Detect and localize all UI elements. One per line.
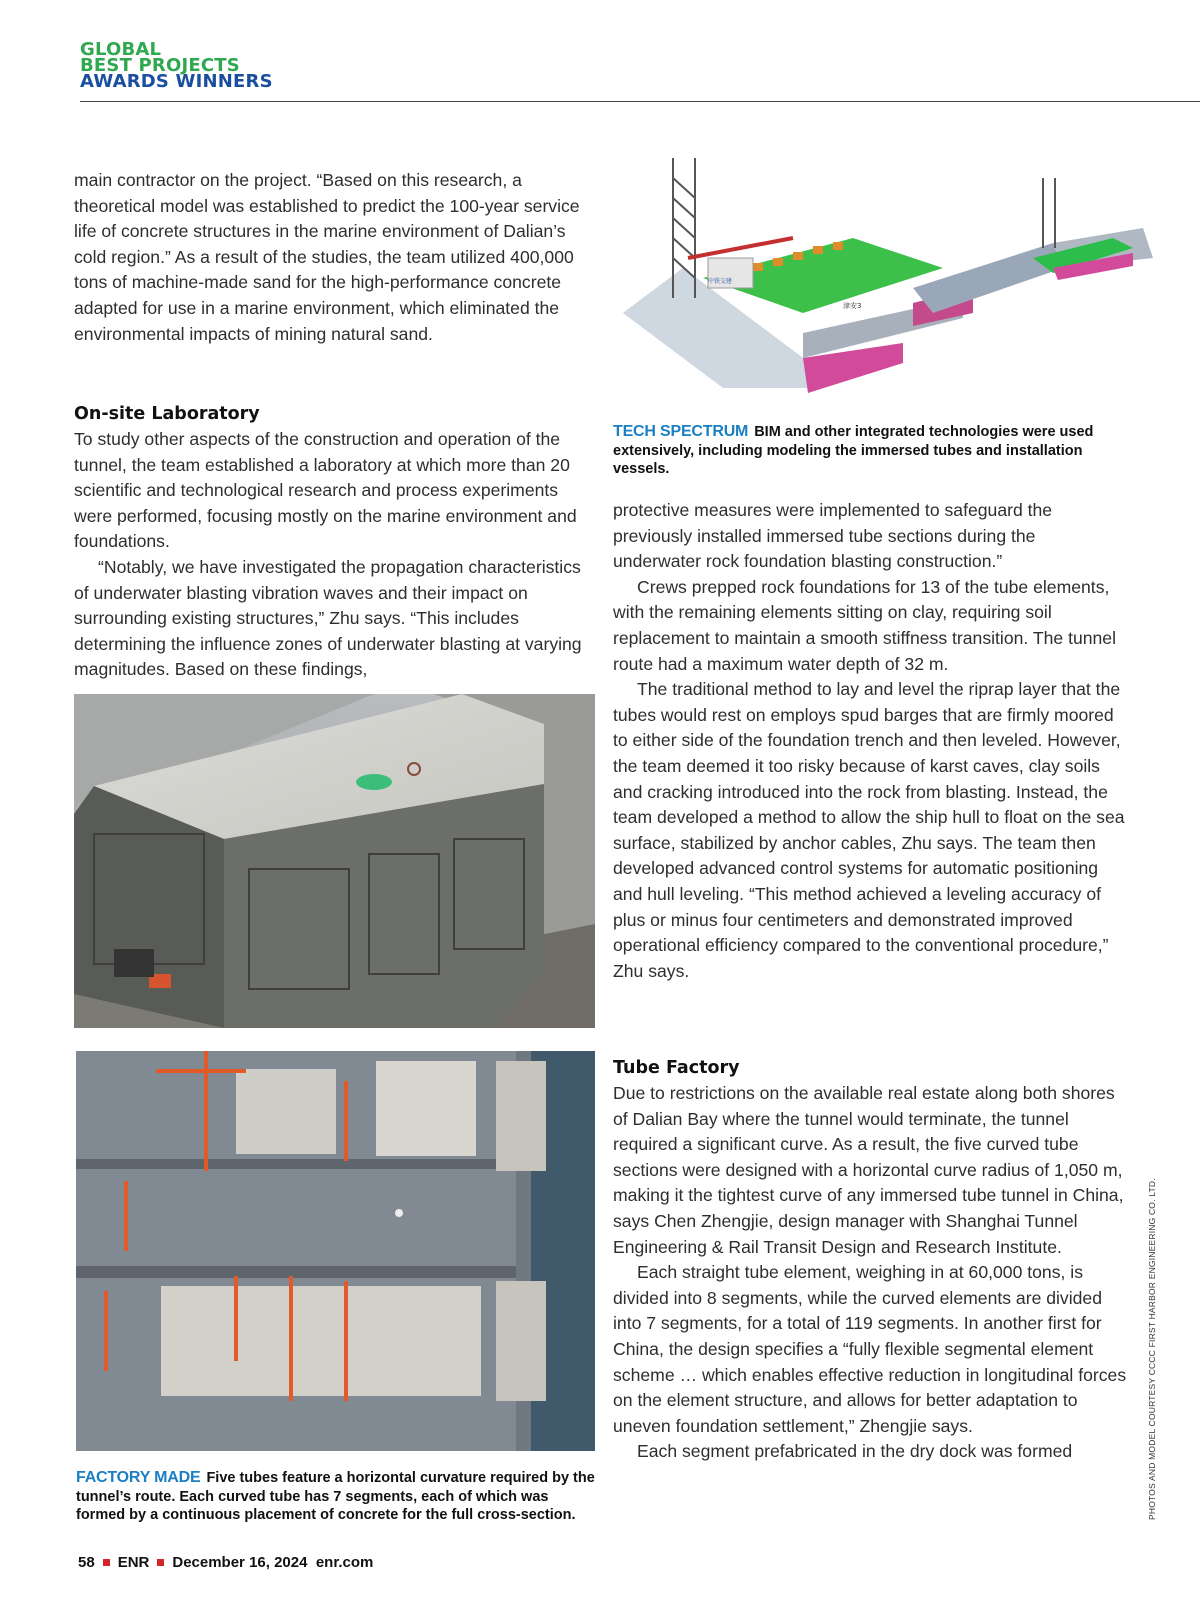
caption-tech-kicker: TECH SPECTRUM [613, 423, 749, 440]
brand-line-2: BEST PROJECTS [80, 55, 240, 76]
left-intro [74, 168, 594, 347]
issue-date: December 16, 2024 [172, 1554, 308, 1571]
lab-paragraph-1: To study other aspects of the construction and operation of the tunnel, the team established a laboratory at which more than 20 scientific and technological research and process experiments were performed, focusing mostly on the marine environment and foundations. [74, 429, 577, 552]
photo-credit: PHOTOS AND MODEL COURTESY CCCC FIRST HARBOR ENGINEERING CO. LTD. [1147, 1178, 1157, 1520]
caption-tech-spectrum [613, 423, 1133, 479]
right-column-text [613, 498, 1128, 984]
lab-paragraph-2: “Notably, we have investigated the propagation characteristics of underwater blasting vibration waves and their impact on surrounding existing structures,” Zhu says. “This includes determining the influence zones of underwater blasting at varying magnitudes. Based on these findings, [74, 556, 582, 680]
caption-factory-kicker: FACTORY MADE [76, 1469, 201, 1486]
tube-element-image [74, 694, 595, 1028]
page-number: 58 [78, 1554, 95, 1571]
factory-paragraph-1: Due to restrictions on the available real estate along both shores of Dalian Bay where the tunnel would terminate, the tunnel required a significant curve. As a result, the five curved tube sections were designed with a horizontal curve radius of 1,050 m, making it the tightest curve of any immersed tube tunnel in China, says Chen Zhengjie, design manager with Shanghai Tunnel Engineering & Rail Transit Design and Research Institute. [613, 1083, 1124, 1257]
right-tube-factory-section [613, 1056, 1128, 1465]
figure-bim-model [613, 148, 1173, 398]
right-paragraph-2: Crews prepped rock foundations for 13 of the tube elements, with the remaining elements sitting on clay, requiring soil replacement to maintain a smooth stiffness transition. The tunnel route had a maximum water depth of 32 m. [613, 576, 1117, 674]
magazine-name: ENR [117, 1554, 150, 1571]
page-footer [78, 1554, 373, 1571]
bim-model-image [613, 148, 1173, 398]
photo-factory-aerial [76, 1051, 595, 1451]
factory-paragraph-3: Each segment prefabricated in the dry dock was formed [637, 1441, 1073, 1462]
intro-paragraph: main contractor on the project. “Based on this research, a theoretical model was established to predict the 100-year service life of concrete structures in the marine environment of Dalian’s cold region.” As a result of the studies, the team utilized 400,000 tons of machine-made sand for the high-performance concrete adapted for use in a marine environment, which eliminated the environmental impacts of mining natural sand. [74, 170, 580, 344]
vessel-label-b: 津安3 [843, 302, 862, 310]
vessel-label-a: 中铁交建 [708, 278, 733, 285]
footer-separator-1 [103, 1559, 110, 1566]
brand-line-1: GLOBAL [80, 39, 162, 60]
right-paragraph-1: protective measures were implemented to safeguard the previously installed immersed tube sections during the underwater rock foundation blasting construction.” [613, 500, 1053, 572]
left-lab-section [74, 402, 594, 683]
caption-factory-text: Five tubes feature a horizontal curvature required by the tunnel’s route. Each curved tube has 7 segments, each of which was formed by a continuous placement of concrete for the full cross-section. [76, 1470, 595, 1523]
section-brand [80, 39, 273, 92]
header-rule [80, 101, 1200, 102]
site-link[interactable]: enr.com [315, 1554, 374, 1571]
photo-tube-element [74, 694, 595, 1028]
subhead-tube-factory: Tube Factory [613, 1058, 740, 1078]
footer-separator-2 [157, 1559, 164, 1566]
subhead-onsite-laboratory: On-site Laboratory [74, 404, 260, 424]
caption-factory-made [76, 1469, 596, 1525]
brand-line-3: AWARDS WINNERS [80, 71, 273, 92]
factory-paragraph-2: Each straight tube element, weighing in at 60,000 tons, is divided into 8 segments, while the curved elements are divided into 7 segments, for a total of 119 segments. In another first for China, the design specifies a “fully flexible segmental element scheme … which enables effective reduction in longitudinal forces on the element structure, and allows for better adaptation to uneven foundation settlement,” Zhengjie says. [613, 1262, 1127, 1436]
factory-aerial-image [76, 1051, 595, 1451]
caption-tech-text: BIM and other integrated technologies were used extensively, including modeling the immersed tubes and installation vessels. [613, 424, 1094, 477]
right-paragraph-3: The traditional method to lay and level the riprap layer that the tubes would rest on employs spud barges that are firmly moored to either side of the foundation trench and then leveled. However, the team deemed it too risky because of karst caves, clay soils and cracking introduced into the rock from blasting. Instead, the team developed a method to allow the ship hull to float on the sea surface, stabilized by anchor cables, Zhu says. The team then developed advanced control systems for automatic positioning and hull leveling. “This method achieved a leveling accuracy of plus or minus four centimeters and demonstrated improved operational efficiency compared to the conventional procedure,” Zhu says. [613, 679, 1125, 981]
